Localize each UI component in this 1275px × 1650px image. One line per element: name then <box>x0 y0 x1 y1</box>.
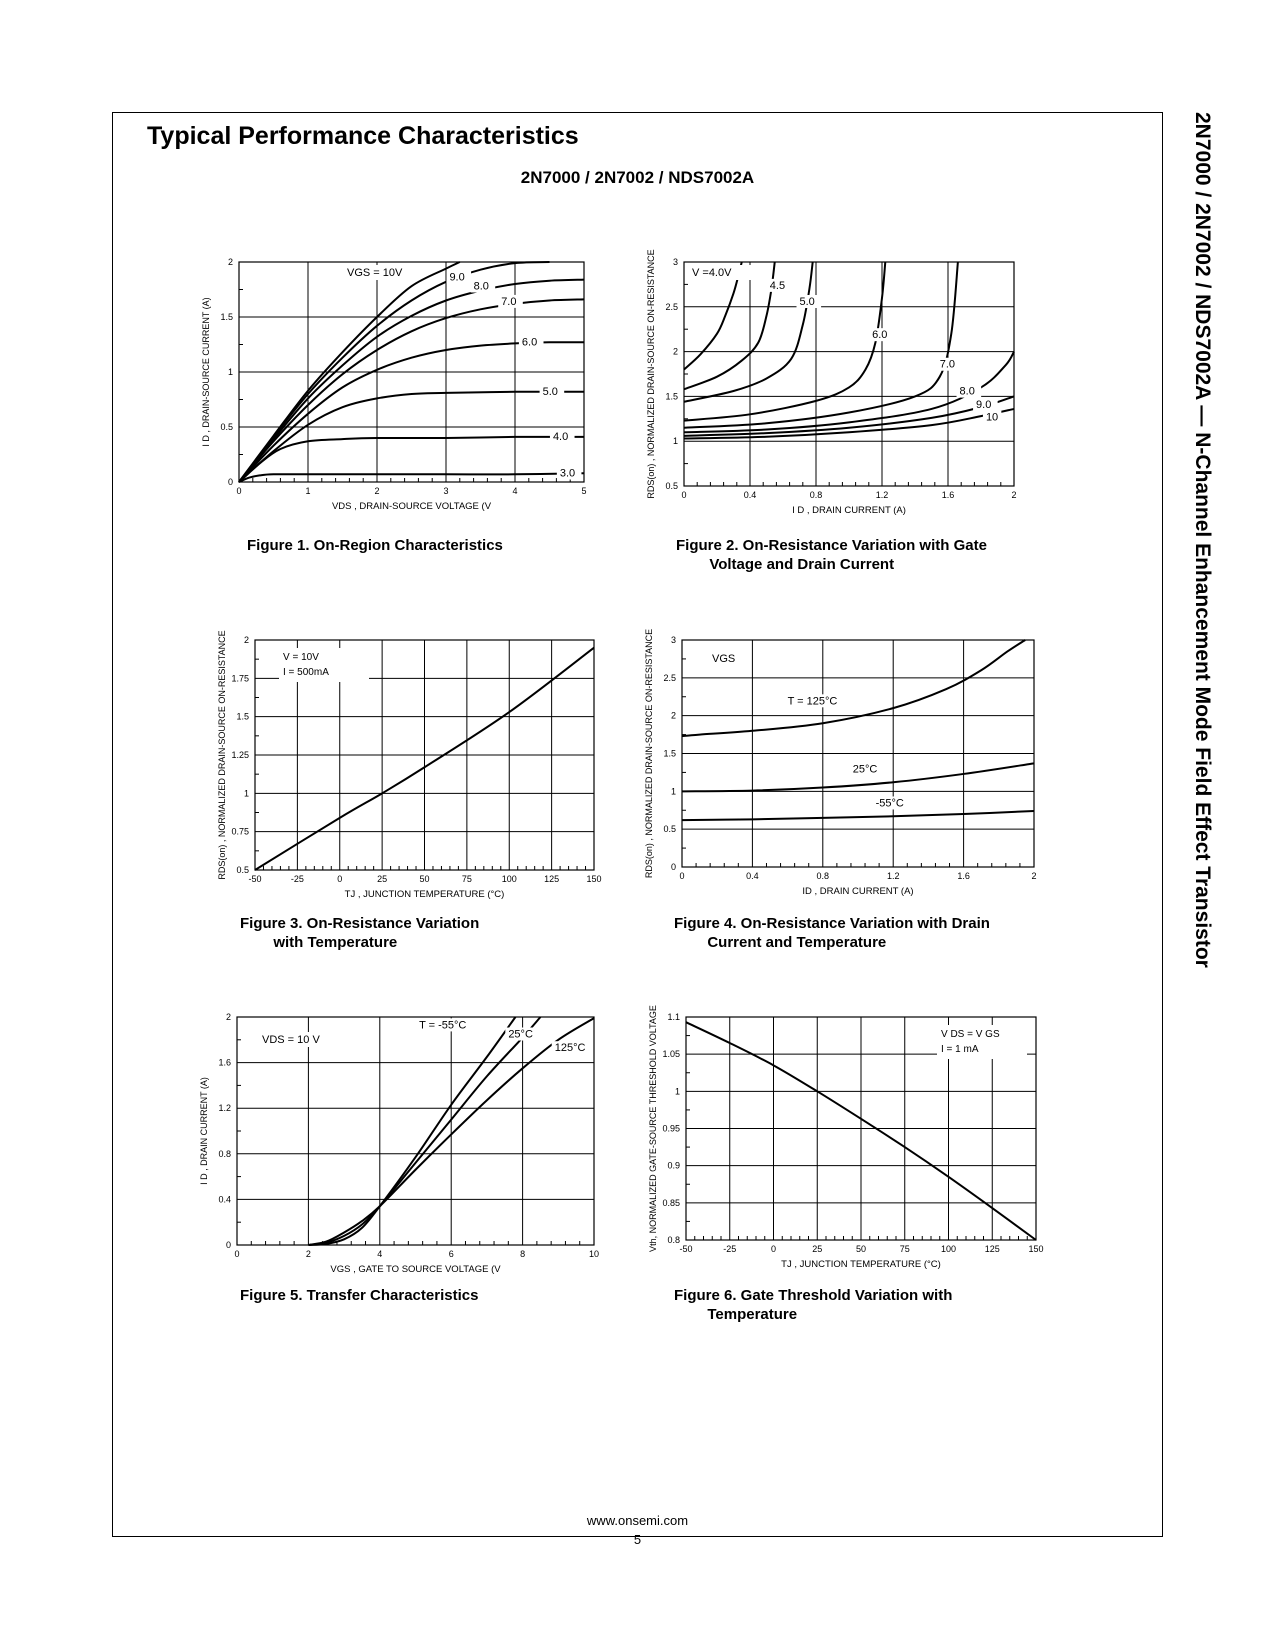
x-tick-label: 150 <box>1028 1244 1044 1254</box>
x-tick-label: 1.2 <box>875 490 889 500</box>
x-tick-label: 50 <box>419 874 430 884</box>
x-tick-label: 0 <box>234 1249 240 1259</box>
y-tick-label: 2 <box>225 1012 231 1022</box>
y-axis-label: I D , DRAIN CURRENT (A) <box>199 1077 209 1185</box>
curve-label: 9.0 <box>976 399 992 412</box>
y-tick-label: 0 <box>225 1240 231 1250</box>
series-line-7 <box>239 473 584 482</box>
x-tick-label: 0.8 <box>809 490 823 500</box>
curve-label: 4.5 <box>769 279 786 292</box>
page-title: Typical Performance Characteristics <box>147 122 579 150</box>
y-tick-label: 1.5 <box>663 748 676 759</box>
x-tick-label: 75 <box>899 1244 910 1254</box>
x-tick-label: 125 <box>544 874 560 884</box>
y-tick-label: 1.5 <box>220 312 233 322</box>
x-tick-label: 100 <box>940 1244 957 1254</box>
figure-3-chart <box>170 625 620 900</box>
x-tick-label: 5 <box>581 486 587 496</box>
x-tick-label: 1.6 <box>941 490 955 500</box>
x-tick-label: 1.6 <box>957 871 970 881</box>
x-tick-label: 2 <box>1011 490 1017 500</box>
x-tick-label: 10 <box>588 1249 600 1259</box>
y-axis-label: RDS(on) , NORMALIZED DRAIN-SOURCE ON-RESISTANCE <box>646 249 656 499</box>
y-tick-label: 2 <box>670 710 676 721</box>
y-axis-label: I D , DRAIN-SOURCE CURRENT (A) <box>201 297 211 447</box>
x-tick-label: 4 <box>377 1249 383 1259</box>
y-axis-label: Vth, NORMALIZED GATE-SOURCE THRESHOLD VOLTAGE <box>648 1005 658 1252</box>
curve-label: 3.0 <box>559 467 576 480</box>
x-tick-label: 0 <box>770 1244 777 1254</box>
figure-2-caption: Figure 2. On-Resistance Variation with Gate Voltage and Drain Current <box>676 537 987 573</box>
x-tick-label: 2 <box>374 486 380 496</box>
x-tick-label: 150 <box>586 874 602 884</box>
y-tick-label: 1.05 <box>662 1049 680 1060</box>
y-tick-label: 0.5 <box>663 824 676 835</box>
curve-label: 25°C <box>852 763 878 776</box>
figure-1-caption: Figure 1. On-Region Characteristics <box>247 537 503 554</box>
x-axis-label: VGS , GATE TO SOURCE VOLTAGE (V <box>330 1264 501 1275</box>
x-tick-label: 1 <box>305 486 311 496</box>
y-tick-label: 1 <box>670 786 676 797</box>
curve-label: 9.0 <box>449 271 465 284</box>
series-line-3 <box>239 299 584 482</box>
y-tick-label: 1 <box>672 436 678 447</box>
curve-label: 10 <box>985 411 999 424</box>
side-title <box>1170 112 1226 1132</box>
x-axis-label: I D , DRAIN CURRENT (A) <box>792 505 906 516</box>
x-tick-label: 50 <box>855 1244 867 1254</box>
y-axis-label: RDS(on) , NORMALIZED DRAIN-SOURCE ON-RESISTANCE <box>217 630 227 880</box>
legend-line: I = 500mA <box>283 667 329 678</box>
series-line-1 <box>684 262 775 389</box>
curve-label: 6.0 <box>872 329 888 342</box>
footer-url: www.onsemi.com <box>586 1513 689 1528</box>
y-tick-label: 1 <box>674 1086 680 1097</box>
x-tick-label: 0 <box>679 871 685 881</box>
curve-label: 5.0 <box>542 386 558 399</box>
x-tick-label: 1.2 <box>886 871 900 881</box>
figure-2-chart <box>610 250 1050 520</box>
chart-annotation: V =4.0V <box>692 267 732 279</box>
figure-6-chart <box>600 1000 1050 1270</box>
x-tick-label: 3 <box>443 486 449 496</box>
plot-frame <box>237 1017 594 1245</box>
side-title-text: 2N7000 / 2N7002 / NDS7002A — N-Channel Enhancement Mode Field Effect Transistor <box>1191 112 1214 968</box>
page-number: 5 <box>633 1532 642 1547</box>
figure-4-caption: Figure 4. On-Resistance Variation with Drain Current and Temperature <box>674 915 990 951</box>
figure-6-caption: Figure 6. Gate Threshold Variation with Temperature <box>674 1287 953 1323</box>
x-tick-label: -25 <box>290 874 304 884</box>
y-tick-label: 0.5 <box>665 481 678 491</box>
x-tick-label: 0 <box>681 490 687 500</box>
y-tick-label: 0 <box>227 477 233 487</box>
x-tick-label: 4 <box>512 486 518 496</box>
y-tick-label: 1.25 <box>231 750 249 760</box>
y-tick-label: 0 <box>670 862 676 872</box>
x-tick-label: 25 <box>377 874 388 884</box>
y-tick-label: 3 <box>672 257 678 267</box>
legend-line: V = 10V <box>283 652 319 663</box>
figure-3-caption: Figure 3. On-Resistance Variation with Temperature <box>240 915 480 951</box>
y-tick-label: 2 <box>227 257 233 267</box>
x-tick-label: -50 <box>679 1244 693 1254</box>
legend-line: V DS = V GS <box>941 1029 1000 1040</box>
x-tick-label: 125 <box>984 1244 1000 1254</box>
x-tick-label: 0 <box>337 874 343 884</box>
y-tick-label: 0.85 <box>662 1197 680 1208</box>
x-tick-label: 75 <box>461 874 472 884</box>
curve-label: -55°C <box>875 797 904 810</box>
chart-annotation: VDS = 10 V <box>262 1034 320 1046</box>
x-tick-label: 25 <box>812 1244 823 1254</box>
curve-label: 7.0 <box>501 295 517 308</box>
x-tick-label: -25 <box>723 1244 737 1254</box>
curve-label: 25°C <box>508 1028 533 1041</box>
y-tick-label: 1.2 <box>218 1103 231 1114</box>
figure-1-chart <box>180 250 620 520</box>
y-axis-label: RDS(on) , NORMALIZED DRAIN-SOURCE ON-RESISTANCE <box>644 628 654 879</box>
series-line-4 <box>684 262 958 428</box>
x-tick-label: 0.4 <box>746 871 759 881</box>
x-tick-label: 0.4 <box>743 490 757 500</box>
y-tick-label: 0.5 <box>220 422 233 432</box>
x-axis-label: VDS , DRAIN-SOURCE VOLTAGE (V <box>331 501 492 512</box>
x-tick-label: 100 <box>501 874 517 884</box>
curve-label: 6.0 <box>521 336 538 349</box>
page-subtitle: 2N7000 / 2N7002 / NDS7002A <box>520 168 755 187</box>
y-tick-label: 1.5 <box>236 711 249 722</box>
legend-line: I = 1 mA <box>941 1044 979 1055</box>
series-line-2 <box>239 280 584 482</box>
y-tick-label: 0.5 <box>236 865 249 875</box>
y-tick-label: 0.8 <box>218 1148 231 1159</box>
x-tick-label: 0 <box>236 486 242 496</box>
curve-label: 5.0 <box>799 296 815 309</box>
y-tick-label: 0.4 <box>218 1194 231 1205</box>
y-tick-label: 1.75 <box>231 673 249 684</box>
x-axis-label: ID , DRAIN CURRENT (A) <box>802 886 914 897</box>
x-tick-label: 6 <box>448 1249 454 1259</box>
y-tick-label: 1.5 <box>665 391 678 402</box>
curve-label: 125°C <box>554 1042 586 1055</box>
curve-label: 8.0 <box>473 280 489 293</box>
curve-label: 4.0 <box>552 431 569 444</box>
y-tick-label: 0.75 <box>231 826 249 837</box>
x-tick-label: 2 <box>1031 871 1037 881</box>
series-line-0 <box>308 1017 515 1245</box>
y-tick-label: 1.1 <box>667 1012 680 1022</box>
chart-annotation: VGS = 10V <box>347 267 403 279</box>
series-line-1 <box>308 1017 540 1245</box>
x-tick-label: -50 <box>248 874 262 884</box>
y-tick-label: 1.6 <box>218 1057 231 1068</box>
y-tick-label: 2.5 <box>663 672 676 683</box>
y-tick-label: 2.5 <box>665 301 678 312</box>
y-tick-label: 2 <box>243 635 249 645</box>
y-tick-label: 2 <box>672 346 678 357</box>
figure-5-caption: Figure 5. Transfer Characteristics <box>240 1287 479 1304</box>
figure-4-chart <box>610 625 1050 895</box>
y-tick-label: 0.9 <box>667 1160 680 1171</box>
y-tick-label: 3 <box>670 635 676 645</box>
series-line-2 <box>682 811 1034 820</box>
y-tick-label: 1 <box>227 367 233 377</box>
curve-label: 8.0 <box>959 385 975 398</box>
x-axis-label: TJ , JUNCTION TEMPERATURE (°C) <box>781 1259 941 1270</box>
y-tick-label: 1 <box>243 788 249 799</box>
chart-annotation: VGS <box>712 653 736 665</box>
series-line-2 <box>684 262 813 402</box>
curve-label: 7.0 <box>939 358 956 371</box>
y-tick-label: 0.95 <box>662 1123 680 1134</box>
x-axis-label: TJ , JUNCTION TEMPERATURE (°C) <box>344 889 505 900</box>
curve-label: T = -55°C <box>419 1019 467 1032</box>
x-tick-label: 2 <box>305 1249 311 1259</box>
y-tick-label: 0.8 <box>667 1235 680 1245</box>
figure-5-chart <box>170 1000 620 1275</box>
x-tick-label: 0.8 <box>816 871 830 881</box>
x-tick-label: 8 <box>520 1249 526 1259</box>
curve-label: T = 125°C <box>787 695 838 708</box>
